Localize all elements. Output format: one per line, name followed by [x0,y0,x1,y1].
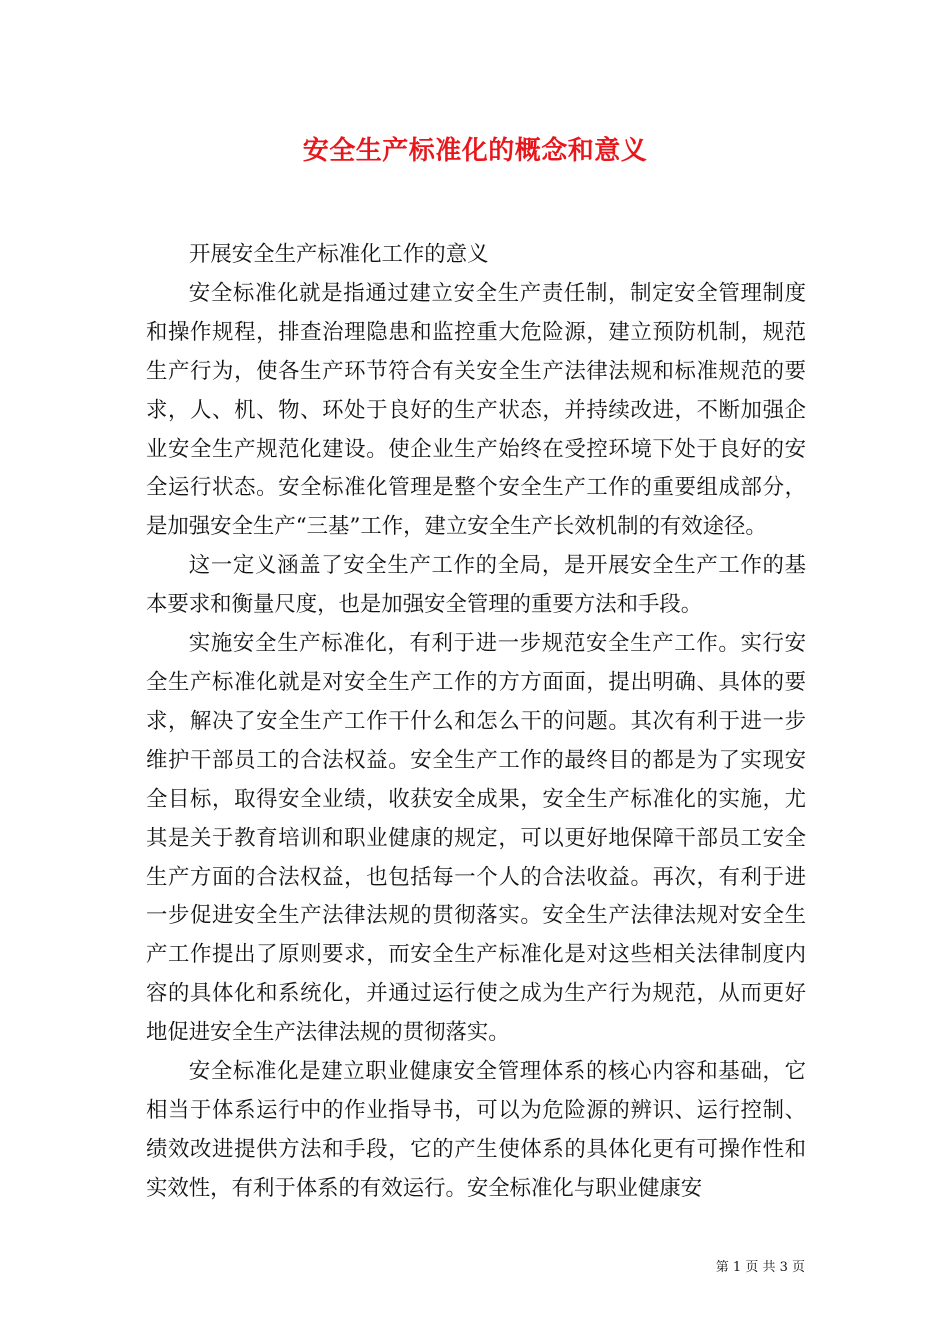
document-body [146,236,806,1209]
paragraph-management-system: 安全标准化是建立职业健康安全管理体系的核心内容和基础，它相当于体系运行中的作业指导书，可以为危险源的辨识、运行控制、绩效改进提供方法和手段，它的产生使体系的具体化更有可操作性和实效性，有利于体系的有效运行。安全标准化与职业健康安 [146,1059,806,1201]
paragraph-benefits: 实施安全生产标准化，有利于进一步规范安全生产工作。实行安全生产标准化就是对安全生产工作的方方面面，提出明确、具体的要求，解决了安全生产工作干什么和怎么干的问题。其次有利于进一步维护干部员工的合法权益。安全生产工作的最终目的都是为了实现安全目标，取得安全业绩，收获安全成果，安全生产标准化的实施，尤其是关于教育培训和职业健康的规定，可以更好地保障干部员工安全生产方面的合法权益，也包括每一个人的合法收益。再次，有利于进一步促进安全生产法律法规的贯彻落实。安全生产法律法规对安全生产工作提出了原则要求，而安全生产标准化是对这些相关法律制度内容的具体化和系统化，并通过运行使之成为生产行为规范，从而更好地促进安全生产法律法规的贯彻落实。 [146,631,806,1046]
paragraph-definition: 安全标准化就是指通过建立安全生产责任制，制定安全管理制度和操作规程，排查治理隐患和监控重大危险源，建立预防机制，规范生产行为，使各生产环节符合有关安全生产法律法规和标准规范的要求，人、机、物、环处于良好的生产状态，并持续改进，不断加强企业安全生产规范化建设。使企业生产始终在受控环境下处于良好的安全运行状态。安全标准化管理是整个安全生产工作的重要组成部分，是加强安全生产“三基”工作，建立安全生产长效机制的有效途径。 [146,280,806,540]
paragraph-scope: 这一定义涵盖了安全生产工作的全局，是开展安全生产工作的基本要求和衡量尺度，也是加强安全管理的重要方法和手段。 [146,553,806,618]
page-number-footer: 第 1 页 共 3 页 [715,1260,805,1275]
section-heading: 开展安全生产标准化工作的意义 [189,242,489,267]
document-title: 安全生产标准化的概念和意义 [302,136,648,166]
